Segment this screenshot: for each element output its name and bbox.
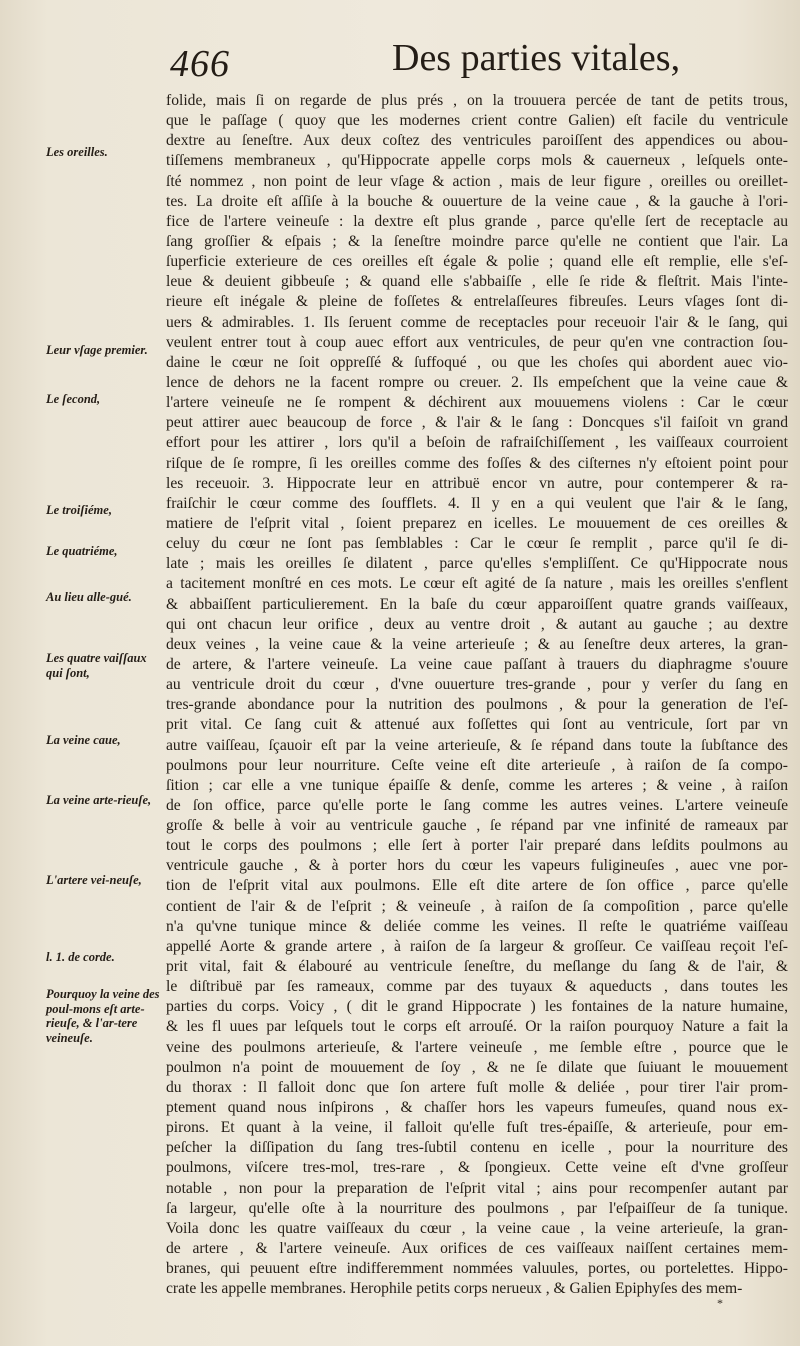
text-line: prit vital. Ce ſang cuit & attenué aux foſſettes qui ſont au ventricule, ſort par vn — [166, 716, 788, 734]
signature-mark: * — [717, 1296, 723, 1310]
text-line: matiere de l'eſprit vital , ſoient preparez en icelles. Le mouuement de ces oreilles & — [166, 514, 788, 532]
text-line: autre vaiſſeau, ſçauoir eſt par la veine arterieuſe, & ſe répand dans toute la ſubſtance des — [166, 736, 788, 754]
text-line: peut attirer auec beaucoup de force , & l'air & le ſang : Doncques s'il faiſoit vn grand — [166, 414, 788, 432]
text-line: au ventricule droit du cœur , d'vne ouuerture tres-grande , pour y verſer du ſang en — [166, 676, 788, 694]
text-line: fice de l'artere veineuſe : la dextre eſt plus grande , parce qu'elle ſert de receptacle au — [166, 212, 788, 230]
margin-note: La veine caue, — [46, 733, 121, 747]
text-line: l'artere veineuſe ne ſe rompent & déchirent aux mouuemens violens : Car le cœur — [166, 394, 788, 412]
text-line: tion de l'eſprit vital aux poulmons. Elle eſt dite artere de ſon office , parce qu'elle — [166, 877, 788, 895]
text-line: contient de l'air & de l'eſprit ; & veineuſe , à raiſon de ſa compoſition , parce qu'elle — [166, 897, 788, 915]
text-line: ſa largeur, qu'elle oſte à la nourriture des poulmons , par l'eſpaiſſeur de ſa tunique. — [166, 1199, 788, 1217]
text-line: ſang groſſier & eſpais ; & la ſeneſtre moindre parce qu'elle ne contient que l'air. La — [166, 232, 788, 250]
margin-note: Pourquoy la veine des poul-mons eſt arte-rieuſe, & l'ar-tere veineuſe. — [46, 987, 160, 1045]
margin-note: Le troiſiéme, — [46, 503, 112, 517]
text-line: celuy du cœur ne ſont pas ſemblables : Car le cœur ſe remplit , parce qu'il ſe di- — [166, 535, 788, 553]
text-line: ſté nommez , non point de leur vſage & action , mais de leur figure , oreilles ou oreillet- — [166, 172, 788, 190]
text-line: peſcher la diſſipation du ſang tres-ſubtil contenu en icelle , pour la nourriture des — [166, 1139, 788, 1157]
text-line: tiſſemens membraneux , qu'Hippocrate appelle corps mols & cauerneux , leſquels onte- — [166, 152, 788, 170]
text-line: ſuperficie exterieure de ces oreilles eſt égale & polie ; quand elle eſt remplie, elle s'eſ- — [166, 253, 788, 271]
margin-note: Leur vſage premier. — [46, 343, 148, 357]
text-line: riſque de ſe rompre, ſi les oreilles comme des foſſes & des ciſternes n'y eſtoient point pour — [166, 454, 788, 472]
text-line: leue & deuient gibbeuſe ; & quand elle s'abbaiſſe , elle ſe ride & fleſtrit. Mais l'inte- — [166, 273, 788, 291]
text-line: de artere , & l'artere veineuſe. Aux orifices de ces vaiſſeaux naiſſent certaines mem- — [166, 1240, 788, 1258]
text-line: lence de dehors ne la facent rompre ou creuer. 2. Ils empeſchent que la veine caue & — [166, 373, 788, 391]
text-line: le diſtribuë par ſes rameaux, comme par des tuyaux & aqueducts , dans toutes les — [166, 978, 788, 996]
margin-note: Au lieu alle-gué. — [46, 590, 132, 604]
body-text — [166, 91, 788, 1299]
text-line: poulmon n'a point de mouuement de ſoy , & ne ſe dilate que ſuiuant le mouuement — [166, 1058, 788, 1076]
text-line: pirons. Et quant à la veine, il falloit qu'elle fuſt tres-épaiſſe, & arterieuſe, pour em- — [166, 1119, 788, 1137]
text-line: veulent entrer tout à coup auec effort aux ventricules, de peur qu'en vne contraction ſou- — [166, 333, 788, 351]
text-line: ptement quand nous inſpirons , & chaſſer hors les vapeurs fumeuſes, quand nous ex- — [166, 1099, 788, 1117]
text-line: groſſe & belle à voir au ventricule gauche , ſe répand par vne infinité de rameaux par — [166, 817, 788, 835]
text-line: deux veines , la veine caue & la veine arterieuſe ; & au ſeneſtre deux arteres, la gran- — [166, 635, 788, 653]
text-line: veine des poulmons arterieuſe, & l'artere veineuſe , me ſemble eſtre , pource que le — [166, 1038, 788, 1056]
text-line: poulmons pour leur nourriture. Ceſte veine eſt dite arterieuſe , à raiſon de ſa compo- — [166, 756, 788, 774]
margin-note: La veine arte-rieuſe, — [46, 793, 152, 807]
text-line: n'a qu'vne tunique mince & deliée comme les veines. Il reſte le quatriéme vaiſſeau — [166, 917, 788, 935]
text-line: late ; mais les oreilles ſe dilatent , parce qu'elles s'empliſſent. Ce qu'Hippocrate nous — [166, 555, 788, 573]
text-line: Voila donc les quatre vaiſſeaux du cœur , la veine caue , la veine arterieuſe, la gran- — [166, 1219, 788, 1237]
text-line: daine le cœur ne ſoit oppreſſé & ſuffoqué , ou que les choſes qui abordent auec vio- — [166, 353, 788, 371]
margin-note: L'artere vei-neuſe, — [46, 873, 142, 887]
text-line: a tacitement monſtré en ces mots. Le cœur eſt agité de ſa nature , mais les oreilles s'enflent — [166, 575, 788, 593]
text-line: uers & admirables. 1. Ils ſeruent comme de receptacles pour receuoir l'air & le ſang, qui — [166, 313, 788, 331]
text-line: notable , non pour la preparation de l'eſprit vital ; ains pour recompenſer autant par — [166, 1179, 788, 1197]
text-line: parties du corps. Voicy , ( dit le grand Hippocrate ) les fontaines de la nature humaine, — [166, 998, 788, 1016]
text-line: de ſon office, parce qu'elle porte le ſang comme les autres veines. L'artere veineuſe — [166, 796, 788, 814]
text-line: ventricule gauche , & à porter hors du cœur les vapeurs fuligineuſes , auec vne por- — [166, 857, 788, 875]
text-line: rieure eſt inégale & pleine de foſſetes & entrelaſſeures fibreuſes. Leurs vſages ſont di- — [166, 293, 788, 311]
text-line: appellé Aorte & grande artere , à raiſon de ſa largeur & groſſeur. Ce vaiſſeau reçoit l'eſ- — [166, 937, 788, 955]
margin-note: Les quatre vaiſſaux qui ſont, — [46, 651, 147, 680]
text-line: tout le corps des poulmons ; elle ſert à porter l'air preparé dans leſdits poulmons au — [166, 837, 788, 855]
text-line: & abbaiſſent particulierement. En la baſe du cœur apparoiſſent quatre grands vaiſſeaux, — [166, 595, 788, 613]
text-line: prit vital, fait & élabouré au ventricule ſeneſtre, du meſlange du ſang & de l'air, & — [166, 958, 788, 976]
text-line: fraiſchir le cœur comme des ſoufflets. 4. Il y en a qui veulent que l'air & le ſang, — [166, 494, 788, 512]
margin-note: Le ſecond, — [46, 392, 101, 406]
text-line: tes. La droite eſt aſſiſe à la bouche & ouuerture de la veine caue , & la gauche à l'ori- — [166, 192, 788, 210]
page-number: 466 — [170, 43, 230, 85]
margin-note: Les oreilles. — [46, 145, 108, 159]
text-line: effort pour les attirer , lors qu'il a beſoin de rafraiſchiſſement , les vaiſſeaux courroient — [166, 434, 788, 452]
text-line: de artere, & l'artere veineuſe. La veine caue paſſant à trauers du diaphragme s'ouure — [166, 655, 788, 673]
text-line: folide, mais ſi on regarde de plus prés , on la trouuera percée de tant de petits trous, — [166, 92, 788, 109]
text-line: du thorax : Il falloit donc que ſon artere fuſt molle & deliée , pour tirer l'air prom- — [166, 1078, 788, 1096]
running-head: Des parties vitales, — [392, 37, 681, 79]
text-line: les receuoir. 3. Hippocrate leur en attribuë encor vn autre, pour contemperer & ra- — [166, 474, 788, 492]
text-line: que le paſſage ( quoy que les modernes crient contre Galien) eſt facile du ventricule — [166, 112, 788, 130]
text-line: branes, qui peuuent eſtre indifferemment nommées valuules, portes, ou portelettes. Hippo- — [166, 1260, 788, 1278]
text-line: tres-grande abondance pour la nutrition des poulmons , & pour la generation de l'eſ- — [166, 696, 788, 714]
text-line: qui ont chacun leur orifice , deux au ventre droit , & autant au gauche ; au dextre — [166, 615, 788, 633]
margin-note: l. 1. de corde. — [46, 950, 115, 964]
text-line: crate les appelle membranes. Herophile petits corps nerueux , & Galien Epiphyſes des mem- — [166, 1280, 743, 1298]
margin-note: Le quatriéme, — [46, 544, 118, 558]
text-line: dextre au ſeneſtre. Aux deux coſtez des ventricules paroiſſent des appendices ou abou- — [166, 132, 788, 150]
text-line: poulmons, viſcere tres-mol, tres-rare , & ſpongieux. Cette veine eſt d'vne groſſeur — [166, 1159, 788, 1177]
text-line: & les fl uues par leſquels tout le corps eſt arrouſé. Or la raiſon pourquoy Nature a fait la — [166, 1018, 788, 1036]
text-line: ſition ; car elle a vne tunique épaiſſe & denſe, comme les arteres ; & veine , à raiſon — [166, 776, 788, 794]
